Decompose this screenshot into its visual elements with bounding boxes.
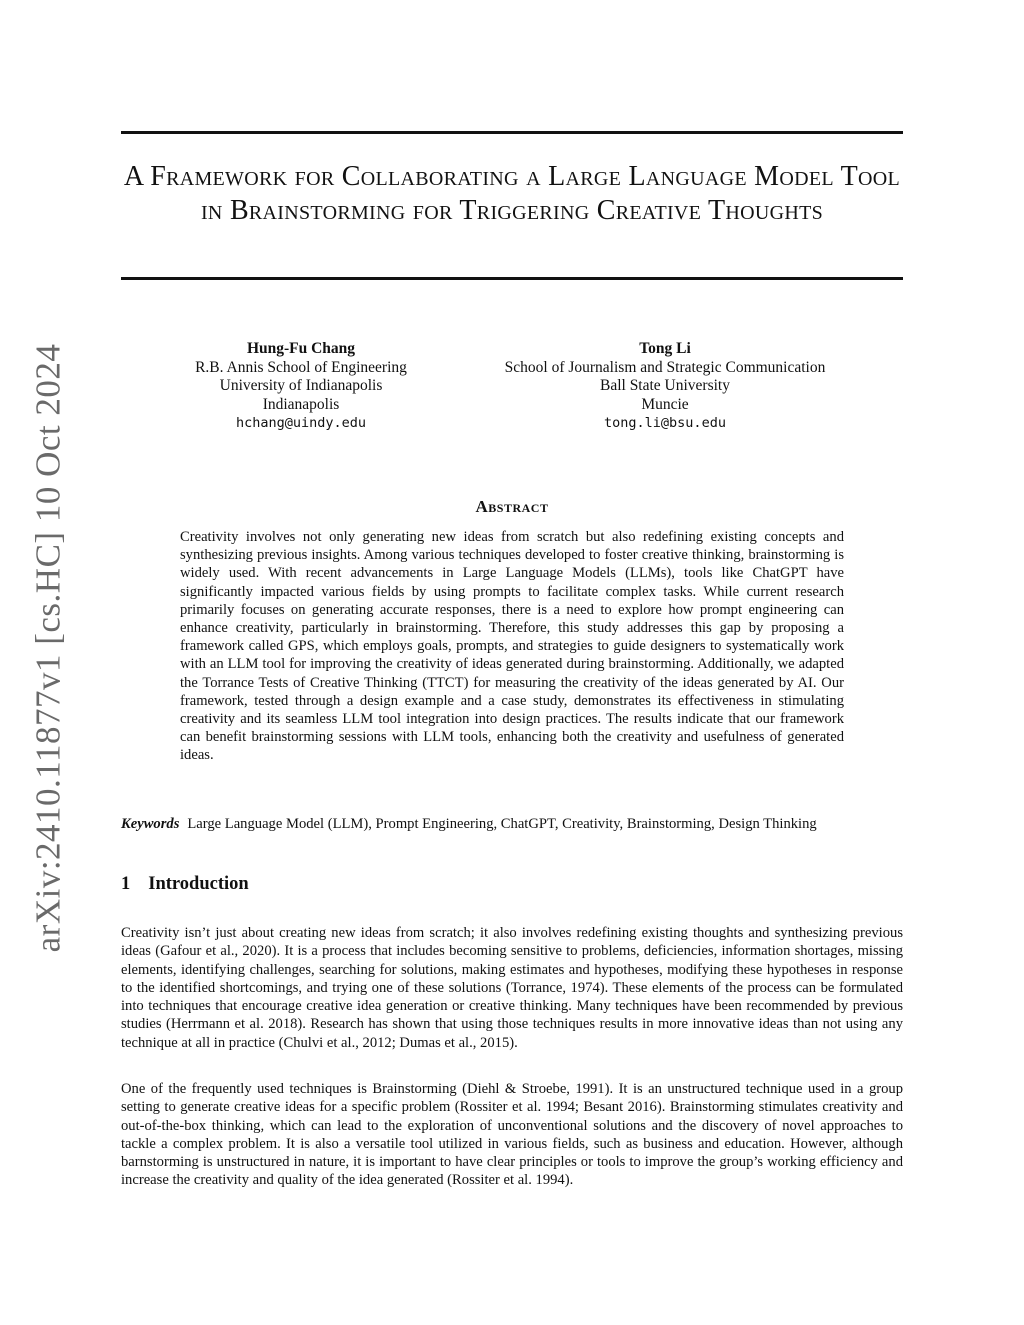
title-top-rule: [121, 131, 903, 134]
arxiv-id-text: arXiv:2410.11877v1 [cs.HC] 10 Oct 2024: [28, 343, 67, 952]
author-name: Tong Li: [639, 340, 691, 357]
section-title: Introduction: [148, 874, 249, 894]
author-block-2: [470, 340, 860, 433]
author-city: Muncie: [641, 395, 689, 413]
abstract-heading: Abstract: [475, 497, 549, 516]
paper-title: A Framework for Collaborating a Large Language Model Tool in Brainstorming for Triggering Creative Thoughts: [123, 161, 901, 226]
keywords-list: Large Language Model (LLM), Prompt Engineering, ChatGPT, Creativity, Brainstorming, Design Thinking: [187, 816, 817, 832]
author-name: Hung-Fu Chang: [246, 340, 356, 357]
arxiv-identifier: [27, 343, 69, 952]
section-heading: [121, 874, 249, 895]
author-email: hchang@uindy.edu: [235, 415, 367, 431]
author-affiliation: R.B. Annis School of Engineering: [195, 358, 407, 376]
keywords-label: Keywords: [121, 816, 180, 832]
author-institution: University of Indianapolis: [219, 377, 383, 394]
body-paragraph: Creativity isn’t just about creating new ideas from scratch; it also involves redefining existing thoughts and synthesizing previous ideas (Gafour et al., 2020). It is a process that includes becoming sensitive to problems, deficiencies, information shortages, missing elements, identifying challenges, searching for solutions, making estimates and hypotheses, modifying these hypotheses in response to the identified shortcomings, and trying one of these solutions (Torrance, 1974). These elements of the process can be formulated into techniques that encourage creative idea generation or creative thinking. Many techniques have been recommended by previous studies (Herrmann et al. 2018). Research has shown that using those techniques results in more innovative ideas than not using any technique at all in practice (Chulvi et al., 2012; Dumas et al., 2015).: [121, 925, 903, 1051]
author-email: tong.li@bsu.edu: [604, 415, 726, 431]
title-bottom-rule: [121, 277, 903, 280]
body-paragraph: One of the frequently used techniques is Brainstorming (Diehl & Stroebe, 1991). It is an unstructured technique used in a group setting to generate creative ideas for a specific problem (Rossiter et al. 1994; Besant 2016). Brainstorming stimulates creativity and out-of-the-box thinking, which can lead to the exploration of unconventional solutions and the discovery of novel approaches to tackle a complex problem. It is also a versatile tool utilized in various fields, such as business and education. However, although barnstorming is unstructured in nature, it is important to have clear principles or tools to improve the group’s working efficiency and increase the creativity and quality of the idea generated (Rossiter et al. 1994).: [121, 1081, 903, 1189]
author-city: Indianapolis: [262, 395, 340, 413]
keywords-line: [121, 815, 911, 833]
abstract-text: Creativity involves not only generating new ideas from scratch but also redefining existing concepts and synthesizing previous insights. Among various techniques developed to foster creative thinking, brainstorming is widely used. With recent advancements in Large Language Models (LLMs), tools like ChatGPT have significantly impacted various fields by using prompts to facilitate complex tasks. While current research primarily focuses on generating accurate responses, there is a need to explore how prompt engineering can enhance creativity, particularly in brainstorming. Therefore, this study addresses this gap by proposing a framework called GPS, which employs goals, prompts, and strategies to guide designers to systematically work with an LLM tool for improving the creativity of ideas generated during brainstorming. Additionally, we adapted the Torrance Tests of Creative Thinking (TTCT) for measuring the creativity of the ideas generated by AI. Our framework, tested through a design example and a case study, demonstrates its effectiveness in stimulating creativity and its seamless LLM tool integration into design practices. The results indicate that our framework can benefit brainstorming sessions with LLM tools, enhancing both the creativity and usefulness of generated ideas.: [180, 529, 844, 764]
author-affiliation: School of Journalism and Strategic Communication: [504, 358, 826, 376]
section-number: 1: [121, 874, 131, 894]
author-institution: Ball State University: [599, 377, 730, 394]
author-block-1: [170, 340, 432, 433]
